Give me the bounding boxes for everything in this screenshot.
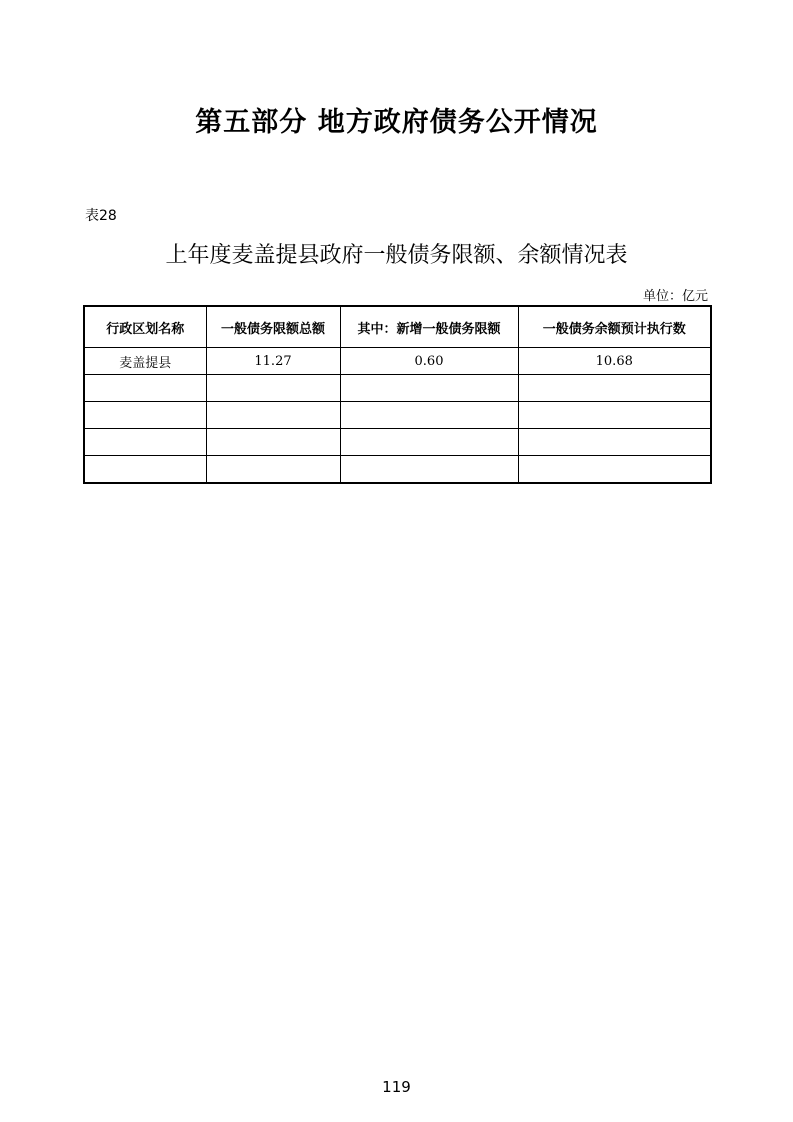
cell-new-debt-limit: 0.60	[340, 348, 518, 375]
cell-debt-balance-estimate	[518, 402, 711, 429]
cell-new-debt-limit	[340, 402, 518, 429]
header-debt-limit-total: 一般债务限额总额	[206, 306, 340, 348]
cell-debt-balance-estimate: 10.68	[518, 348, 711, 375]
page-number: 119	[382, 1078, 411, 1096]
cell-debt-balance-estimate	[518, 429, 711, 456]
table-row	[84, 402, 711, 429]
unit-label: 单位：亿元	[642, 289, 708, 304]
cell-debt-limit-total	[206, 402, 340, 429]
cell-debt-limit-total	[206, 456, 340, 484]
header-debt-balance-estimate: 一般债务余额预计执行数	[518, 306, 711, 348]
cell-debt-balance-estimate	[518, 456, 711, 484]
cell-region	[84, 456, 206, 484]
table-header-row	[84, 306, 711, 348]
header-new-debt-limit: 其中：新增一般债务限额	[340, 306, 518, 348]
cell-region: 麦盖提县	[84, 348, 206, 375]
cell-new-debt-limit	[340, 456, 518, 484]
page-heading: 第五部分 地方政府债务公开情况	[195, 107, 598, 138]
table-title: 上年度麦盖提县政府一般债务限额、余额情况表	[165, 243, 628, 268]
table-row	[84, 429, 711, 456]
table-row	[84, 456, 711, 484]
header-region: 行政区划名称	[84, 306, 206, 348]
cell-debt-limit-total	[206, 375, 340, 402]
cell-region	[84, 375, 206, 402]
table-number: 表28	[85, 208, 117, 224]
table-row	[84, 375, 711, 402]
cell-debt-limit-total	[206, 429, 340, 456]
cell-new-debt-limit	[340, 429, 518, 456]
table-row	[84, 348, 711, 375]
debt-table	[83, 305, 712, 484]
cell-region	[84, 429, 206, 456]
cell-region	[84, 402, 206, 429]
cell-new-debt-limit	[340, 375, 518, 402]
cell-debt-balance-estimate	[518, 375, 711, 402]
cell-debt-limit-total: 11.27	[206, 348, 340, 375]
